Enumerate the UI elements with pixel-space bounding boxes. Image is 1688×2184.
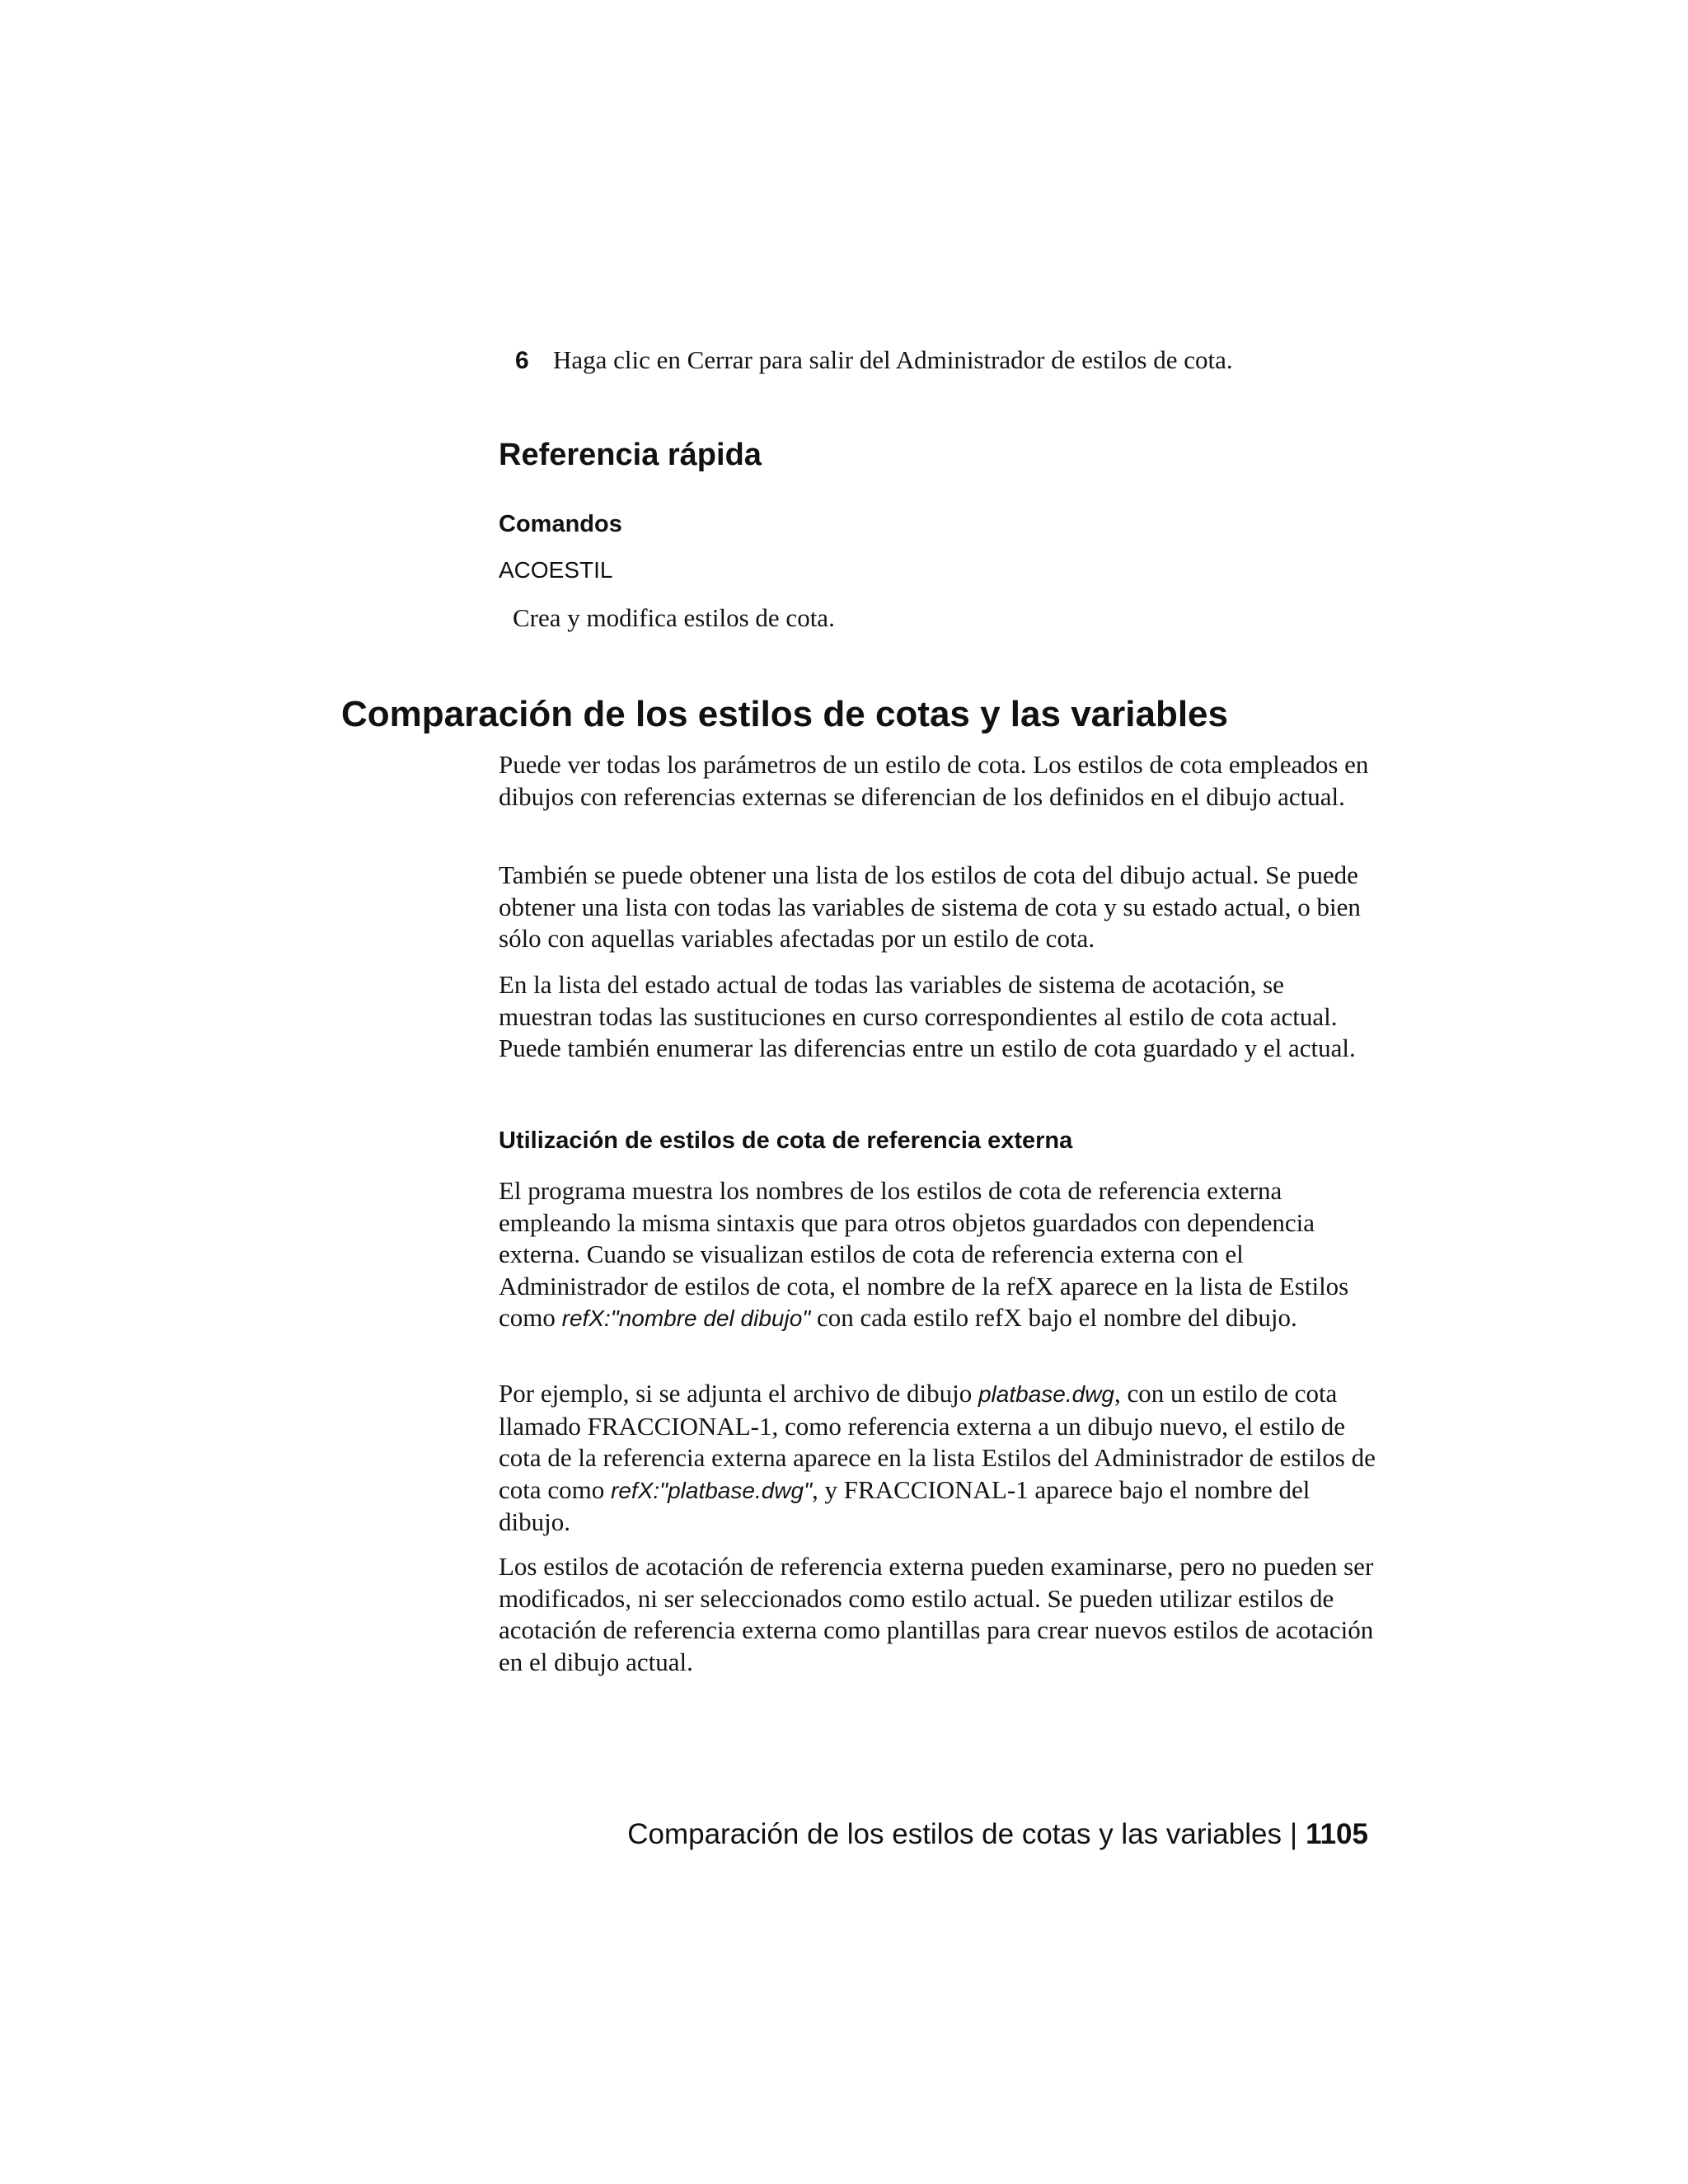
command-description: Crea y modifica estilos de cota.: [513, 603, 835, 632]
subsection-title: Utilización de estilos de cota de referencia externa: [499, 1127, 1073, 1154]
step-number: 6: [515, 347, 529, 374]
subsection-body: [499, 1175, 1376, 1335]
section-body: [499, 969, 1376, 1065]
section-body: [499, 749, 1376, 813]
subsection-paragraph: Los estilos de acotación de referencia externa pueden examinarse, pero no pueden ser modificados, ni ser seleccionados como estilo actual. Se pueden utilizar estilos de acotación de referencia externa como plantillas para crear nuevos estilos de acotación en el dibujo actual.: [499, 1552, 1374, 1676]
subsection-paragraph: [499, 1378, 1376, 1539]
step-text: Haga clic en Cerrar para salir del Administrador de estilos de cota.: [553, 345, 1233, 374]
command-name: ACOESTIL: [499, 557, 613, 583]
section-paragraph: También se puede obtener una lista de los estilos de cota del dibujo actual. Se puede obtener una lista con todas las variables de sistema de cota y su estado actual, o bien sólo con aquellas variables afectadas por un estilo de cota.: [499, 860, 1361, 953]
text-run: El programa muestra los nombres de los estilos de cota de referencia externa empleando la misma sintaxis que para otros objetos guardados con dependencia externa. Cuando se visualizan estilos de cota de referencia externa con el Administrador de estilos de cota, el nombre de la refX aparece en la lista de Estilos como: [499, 1176, 1349, 1332]
page-footer: [627, 1816, 1368, 1853]
text-run: Por ejemplo, si se adjunta el archivo de dibujo: [499, 1379, 978, 1408]
running-title: Comparación de los estilos de cotas y las variables: [627, 1818, 1282, 1850]
section-paragraph: En la lista del estado actual de todas las variables de sistema de acotación, se muestran todas las sustituciones en curso correspondientes al estilo de cota actual. Puede también enumerar las diferencias entre un estilo de cota guardado y el actual.: [499, 970, 1356, 1062]
xref-syntax-example: refX:"nombre del dibujo": [561, 1305, 811, 1331]
section-body: [499, 860, 1376, 955]
file-name: platbase.dwg: [978, 1381, 1114, 1407]
page-number: 1105: [1306, 1818, 1368, 1850]
text-run: , con un estilo de cota llamado FRACCIONAL-1, como referencia externa a un dibujo nuevo, el estilo de cota de la referencia externa aparece en la lista Estilos del Administrador de estilos de cota como: [499, 1379, 1376, 1504]
subsection-body: [499, 1551, 1376, 1678]
xref-example: refX:"platbase.dwg": [611, 1477, 813, 1503]
subsection-body: [499, 1378, 1376, 1539]
commands-heading: Comandos: [499, 511, 622, 537]
text-run: , y FRACCIONAL-1 aparece bajo el nombre del dibujo.: [499, 1474, 1311, 1536]
quick-reference-heading: Referencia rápida: [499, 438, 762, 472]
text-run: con cada estilo refX bajo el nombre del dibujo.: [810, 1303, 1297, 1332]
footer-separator: |: [1289, 1818, 1298, 1850]
section-title: Comparación de los estilos de cotas y las variables: [341, 694, 1229, 734]
step-item: [515, 344, 1389, 377]
subsection-paragraph: [499, 1175, 1376, 1335]
section-paragraph: Puede ver todas los parámetros de un estilo de cota. Los estilos de cota empleados en dibujos con referencias externas se diferencian de los definidos en el dibujo actual.: [499, 750, 1369, 811]
